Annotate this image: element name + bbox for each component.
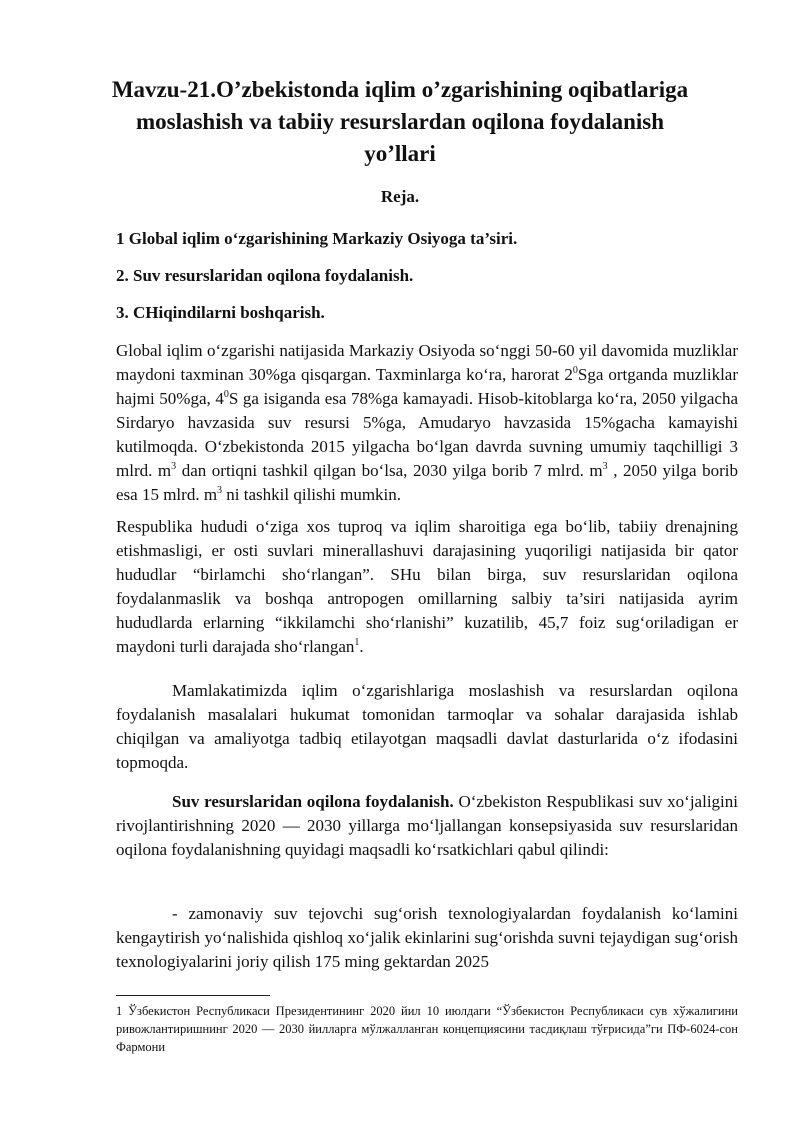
paragraph-glaciers: Global iqlim oʻzgarishi natijasida Markaziy Osiyoda soʻnggi 50-60 yil davomida muzliklar maydoni taxminan 30%ga qisqargan. Taxminlarga koʻra, harorat $2^0Sga$ ortganda muzliklar hajmi 50%ga, $4^0S$ ga isiganda esa 78%ga kamayadi. Hisob-kitoblarga koʻra, 2050 yilgacha Sirdaryo havzasida suv resursi 5%ga, Amudaryo havzasida 15%gacha kamayishi kutilmoqda. Oʻzbekistonda 2015 yilgacha boʻlgan davrda suvning umumiy taqchilligi 3 mlrd. $m^3$ dan ortiqni tashkil qilgan boʻlsa, 2030 yilga borib 7 mlrd. $m^3$ , 2050 yilga borib esa 15 mlrd. $m^3$ ni tashkil qilishi mumkin. xyxy=(116,341,738,504)
document-title xyxy=(70,74,730,170)
bullet-item: - zamonaviy suv tejovchi sugʻorish texnologiyalardan foydalanish koʻlamini kengaytirish yoʻnalishida qishloq xoʻjalik ekinlarini sugʻorishda suvni tejaydigan sugʻorish texnologiyalarini joriy qilish 175 ming gektardan 2025 xyxy=(116,904,738,971)
title-line-2: moslashish va tabiiy resurslardan oqilona foydalanish xyxy=(135,109,665,134)
plan-item-1: 1 Global iqlim oʻzgarishining Markaziy Osiyoga ta’siri. xyxy=(116,229,518,248)
section-heading: Suv resurslaridan oqilona foydalanish. xyxy=(172,792,454,811)
title-line-3: yo’llari xyxy=(364,141,436,166)
paragraph-water-resources: Suv resurslaridan oqilona foydalanish. Oʻzbekiston Respublikasi suv xoʻjaligini rivojlantirishning 2020 — 2030 yillarga moʻljallangan konsepsiyasida suv resurslaridan oqilona foydalanishning quyidagi maqsadli koʻrsatkichlari qabul qilindi: xyxy=(116,792,738,859)
paragraph-programs: Mamlakatimizda iqlim oʻzgarishlariga moslashish va resurslardan oqilona foydalanish masalalari hukumat tomonidan tarmoqlar va sohalar darajasida ishlab chiqilgan va amaliyotga tadbiq etilayotgan maqsadli davlat dasturlarida oʻz ifodasini topmoqda. xyxy=(116,681,738,772)
footnote: 1 Ўзбекистон Республикаси Президентининг 2020 йил 10 июлдаги “Ўзбекистон Республикаси сув хўжалигини ривожлантиришнинг 2020 — 2030 йилларга мўлжалланган концепциясини тасдиқлаш тўғрисида”ги ПФ-6024-сон Фармони xyxy=(116,1004,738,1054)
paragraph-salinization: Respublika hududi oʻziga xos tuproq va iqlim sharoitiga ega boʻlib, tabiiy drenajning etishmasligi, er osti suvlari minerallashuvi darajasining yuqoriligi natijasida bir qator hududlar “birlamchi shoʻrlangan”. SHu bilan birga, suv resurslaridan oqilona foydalanmaslik va boshqa antropogen omillarning salbiy ta’siri natijasida ayrim hududlarda erlarning “ikkilamchi shoʻrlanishi” kuzatilib, 45,7 foiz sugʻoriladigan er maydoni turli darajada shoʻrlangan$^1$. xyxy=(116,517,738,656)
title-line-1: Mavzu-21.O’zbekistonda iqlim o’zgarishining oqibatlariga xyxy=(111,77,689,102)
footnote-ref: 1 xyxy=(354,637,360,648)
footnote-divider xyxy=(116,995,270,996)
plan-item-2: 2. Suv resurslaridan oqilona foydalanish. xyxy=(116,266,414,285)
plan-heading: Reja. xyxy=(380,187,420,206)
plan-item-3: 3. CHiqindilarni boshqarish. xyxy=(116,303,325,322)
